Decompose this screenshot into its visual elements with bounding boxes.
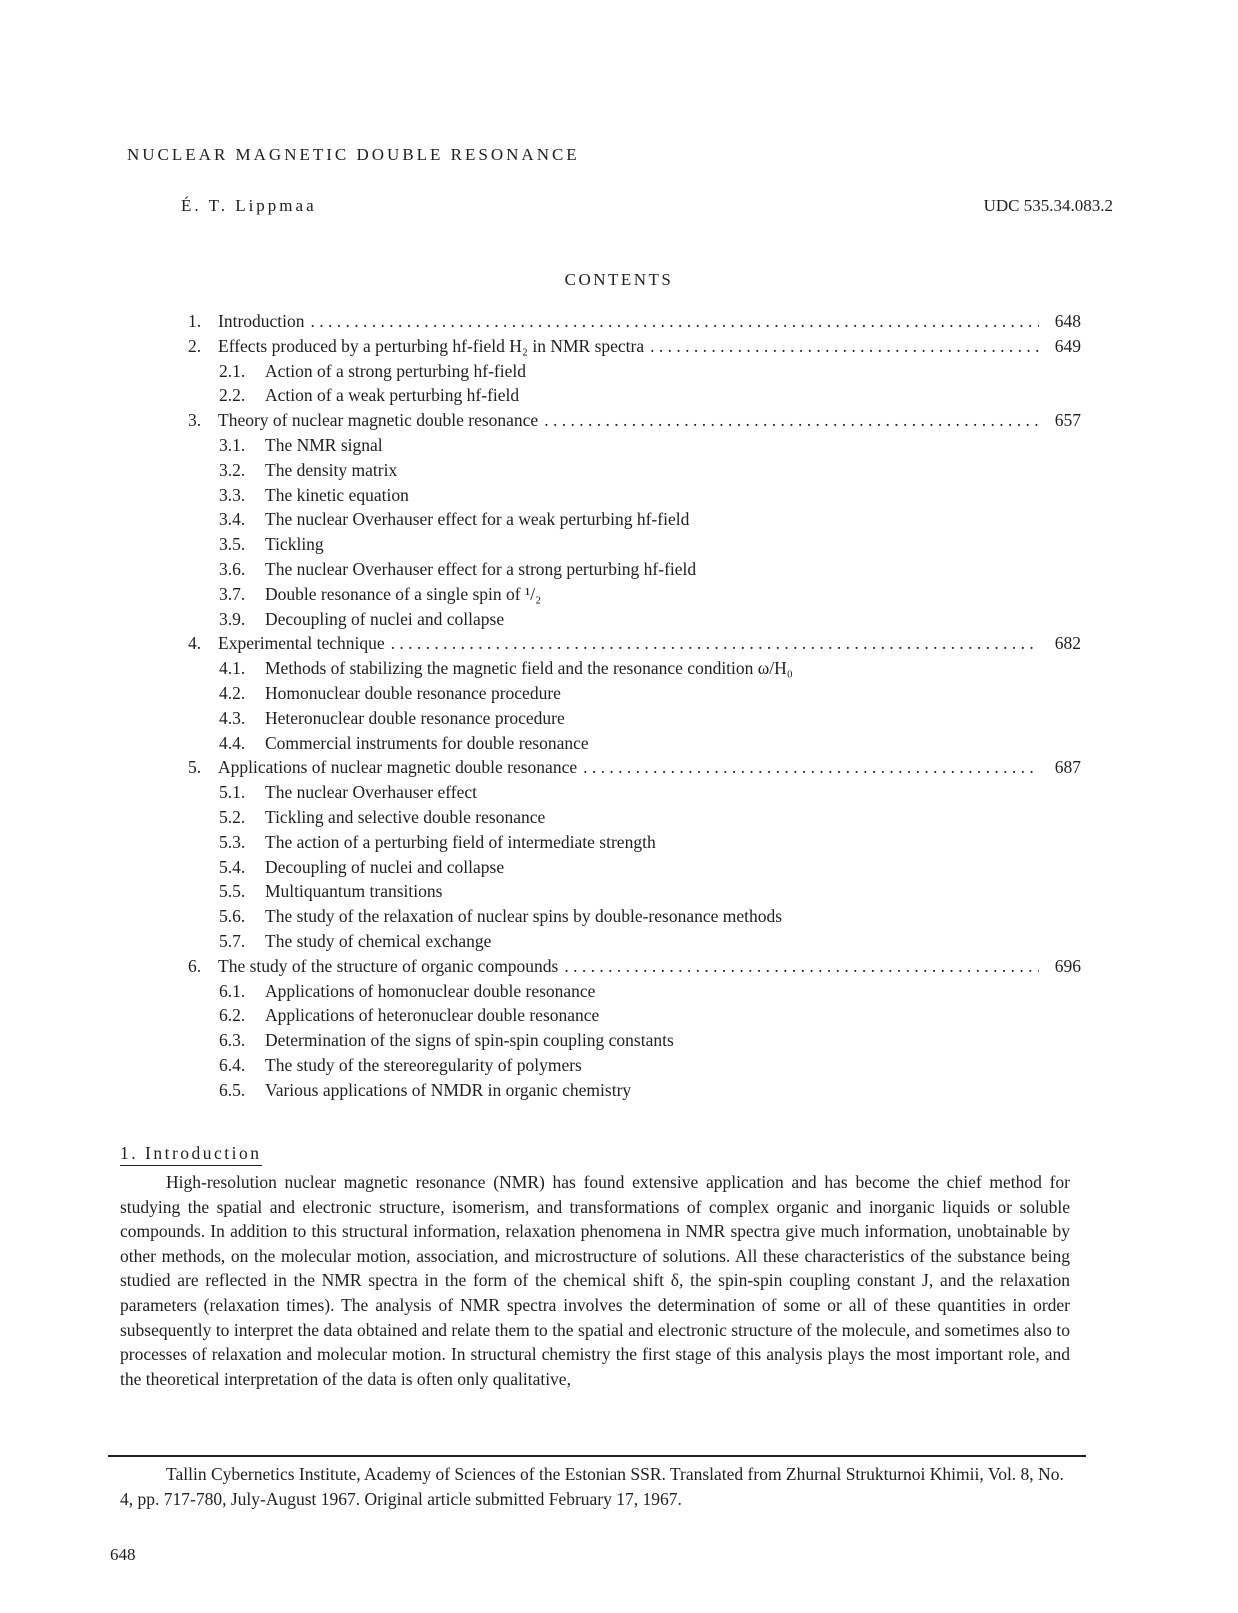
toc-subentry xyxy=(219,582,541,606)
toc-dot-leader xyxy=(583,755,1039,779)
toc-subentry xyxy=(219,483,409,507)
toc-label: The nuclear Overhauser effect for a strong perturbing hf-field xyxy=(265,559,697,579)
toc-label: Various applications of NMDR in organic chemistry xyxy=(265,1079,632,1100)
toc-dot-leader xyxy=(544,408,1039,432)
toc-label: Applications of heteronuclear double resonance xyxy=(265,1005,600,1026)
toc-page-number: 687 xyxy=(1054,757,1081,778)
toc-number: 5.3. xyxy=(219,831,246,852)
toc-subentry xyxy=(219,904,782,928)
toc-label: Double resonance of a single spin of ¹/₂ xyxy=(265,583,542,604)
toc-subentry xyxy=(219,1028,674,1052)
toc-subentry xyxy=(219,681,561,705)
toc-number: 5.4. xyxy=(219,856,246,877)
toc-label: Tickling and selective double resonance xyxy=(265,807,546,827)
toc-subentry xyxy=(219,929,491,953)
toc-number: 6.2. xyxy=(219,1005,246,1026)
toc-subentry xyxy=(219,359,526,383)
toc-label: The study of chemical exchange xyxy=(265,931,492,951)
toc-dot-leader xyxy=(650,334,1039,358)
page-number: 648 xyxy=(110,1545,136,1564)
toc-subentry xyxy=(219,607,504,631)
toc-number: 2. xyxy=(188,335,202,356)
toc-label: The NMR signal xyxy=(265,435,383,455)
toc-label: Introduction xyxy=(218,311,305,331)
toc-label: Action of a weak perturbing hf-field xyxy=(265,385,520,406)
toc-subentry xyxy=(219,1003,599,1027)
toc-number: 6.5. xyxy=(219,1079,246,1100)
author-name: É. T. Lippmaa xyxy=(181,196,317,215)
toc-label: The study of the stereoregularity of polymers xyxy=(265,1055,582,1075)
toc-page-number: 657 xyxy=(1054,410,1081,431)
toc-label: The density matrix xyxy=(265,459,398,480)
toc-subentry xyxy=(219,780,477,804)
toc-subentry xyxy=(219,383,519,407)
toc-label: Effects produced by a perturbing hf-field H₂ in NMR spectra xyxy=(218,335,645,356)
toc-number: 3.4. xyxy=(219,509,246,530)
toc-dot-leader xyxy=(391,631,1039,655)
toc-number: 4.3. xyxy=(219,707,246,728)
toc-entry xyxy=(188,309,1081,333)
toc-entry xyxy=(188,334,1081,358)
toc-page-number: 649 xyxy=(1054,335,1081,356)
udc-code: UDC 535.34.083.2 xyxy=(983,196,1113,215)
toc-label: Multiquantum transitions xyxy=(265,881,443,902)
toc-number: 4.1. xyxy=(219,658,246,679)
toc-subentry xyxy=(219,830,656,854)
toc-subentry xyxy=(219,855,504,879)
toc-label: Applications of nuclear magnetic double resonance xyxy=(218,757,578,778)
toc-number: 4.2. xyxy=(219,683,246,703)
toc-number: 3.5. xyxy=(219,534,246,555)
toc-subentry xyxy=(219,731,589,755)
toc-number: 3. xyxy=(188,410,202,431)
toc-label: Decoupling of nuclei and collapse xyxy=(265,856,505,877)
introduction-paragraph: High-resolution nuclear magnetic resonance (NMR) has found extensive application and has become the chief method for studying the spatial and electronic structure, isomerism, and transformations of complex organic and inorganic liquids or soluble compounds. In addition to this structural information, relaxation phenomena in NMR spectra give much information, unobtainable by other methods, on the molecular motion, association, and microstructure of solutions. All these characteristics of the substance being studied are reflected in the NMR spectra in the form of the chemical shift δ, the spin-spin coupling constant J, and the relaxation parameters (relaxation times). The analysis of NMR spectra involves the determination of some or all of these quantities in order subsequently to interpret the data obtained and relate them to the spatial and electronic structure of the molecule, and sometimes also to processes of relaxation and molecular motion. In structural chemistry the first stage of this analysis plays the most important role, and the theoretical interpretation of the data is often only qualitative, xyxy=(120,1172,1070,1389)
toc-number: 2.2. xyxy=(219,385,246,406)
toc-page-number: 648 xyxy=(1054,311,1081,331)
toc-number: 3.6. xyxy=(219,559,246,579)
toc-number: 4.4. xyxy=(219,732,246,753)
toc-subentry xyxy=(219,433,383,457)
toc-number: 6. xyxy=(188,955,202,976)
toc-number: 5.2. xyxy=(219,807,246,827)
toc-label: Action of a strong perturbing hf-field xyxy=(265,360,526,381)
toc-label: The nuclear Overhauser effect xyxy=(265,782,477,803)
toc-label: Theory of nuclear magnetic double resonance xyxy=(218,410,539,431)
toc-label: The kinetic equation xyxy=(265,484,409,505)
toc-number: 3.7. xyxy=(219,583,246,604)
toc-label: The nuclear Overhauser effect for a weak perturbing hf-field xyxy=(265,509,690,530)
toc-number: 3.1. xyxy=(219,435,246,455)
toc-label: Applications of homonuclear double resonance xyxy=(265,980,596,1001)
toc-label: Homonuclear double resonance procedure xyxy=(265,683,561,703)
toc-subentry xyxy=(219,557,696,581)
toc-label: The study of the structure of organic compounds xyxy=(218,955,559,976)
toc-subentry xyxy=(219,656,793,680)
toc-number: 6.3. xyxy=(219,1030,246,1051)
toc-label: Experimental technique xyxy=(218,633,385,654)
toc-subentry xyxy=(219,805,545,829)
toc-number: 6.4. xyxy=(219,1055,246,1075)
footnote: Tallin Cybernetics Institute, Academy of Sciences of the Estonian SSR. Translated from Zhurnal Strukturnoi Khimii, Vol. 8, No. 4, pp. 717-780, July-August 1967. Original article submitted February 17, 1967. xyxy=(120,1464,1064,1509)
toc-label: The action of a perturbing field of intermediate strength xyxy=(265,831,656,852)
toc-number: 3.2. xyxy=(219,459,246,480)
toc-number: 5.1. xyxy=(219,782,246,803)
toc-number: 5.5. xyxy=(219,881,246,902)
toc-subentry xyxy=(219,507,689,531)
toc-number: 5.6. xyxy=(219,906,246,927)
toc-page-number: 682 xyxy=(1054,633,1081,654)
toc-subentry xyxy=(219,458,397,482)
contents-heading: CONTENTS xyxy=(564,270,674,289)
toc-subentry xyxy=(219,532,324,556)
toc-entry xyxy=(188,755,1081,779)
toc-number: 5. xyxy=(188,757,202,778)
toc-label: Methods of stabilizing the magnetic field and the resonance condition ω/H₀ xyxy=(265,658,793,679)
toc-dot-leader xyxy=(311,309,1039,333)
toc-label: The study of the relaxation of nuclear spins by double-resonance methods xyxy=(265,906,783,927)
toc-label: Heteronuclear double resonance procedure xyxy=(265,707,565,728)
section-heading: 1. Introduction xyxy=(120,1143,262,1166)
toc-number: 5.7. xyxy=(219,931,246,951)
article-title: NUCLEAR MAGNETIC DOUBLE RESONANCE xyxy=(127,145,580,164)
toc-label: Decoupling of nuclei and collapse xyxy=(265,608,505,629)
toc-subentry xyxy=(219,979,595,1003)
toc-entry xyxy=(188,631,1081,655)
footnote-divider xyxy=(108,1455,1086,1457)
toc-subentry xyxy=(219,706,565,730)
toc-label: Tickling xyxy=(265,534,324,555)
toc-subentry xyxy=(219,1078,631,1102)
toc-number: 4. xyxy=(188,633,202,654)
toc-entry xyxy=(188,954,1081,978)
toc-entry xyxy=(188,408,1081,432)
toc-number: 2.1. xyxy=(219,360,246,381)
toc-number: 1. xyxy=(188,311,202,331)
toc-subentry xyxy=(219,879,442,903)
toc-number: 3.3. xyxy=(219,484,246,505)
toc-label: Commercial instruments for double resonance xyxy=(265,732,589,753)
toc-dot-leader xyxy=(564,954,1039,978)
toc-number: 6.1. xyxy=(219,980,246,1001)
toc-label: Determination of the signs of spin-spin coupling constants xyxy=(265,1030,674,1051)
toc-subentry xyxy=(219,1053,582,1077)
toc-page-number: 696 xyxy=(1054,955,1081,976)
toc-number: 3.9. xyxy=(219,608,246,629)
